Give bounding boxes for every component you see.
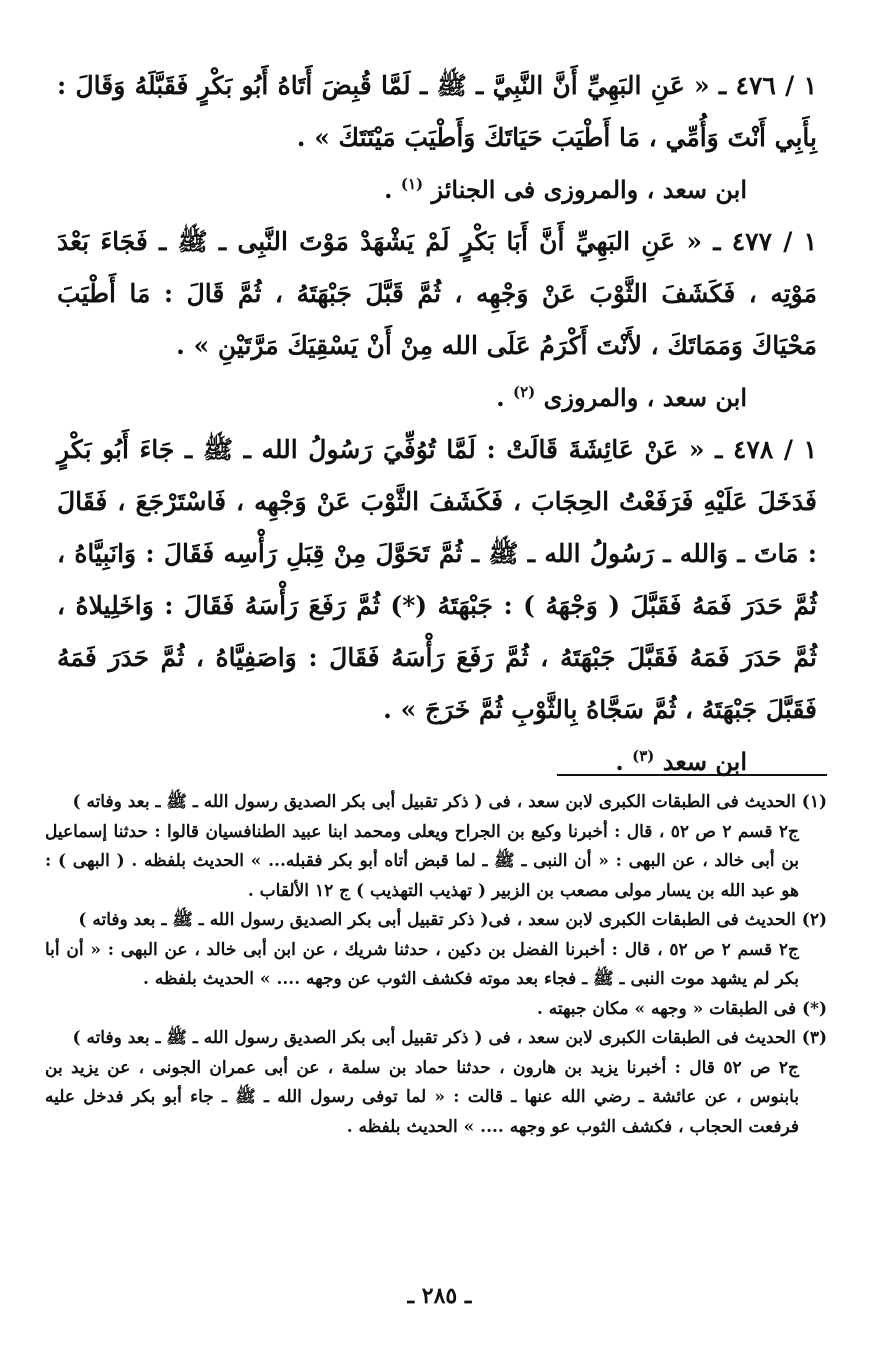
footnote-2 bbox=[45, 906, 827, 995]
hadith-476-source bbox=[57, 164, 817, 216]
source-period: . bbox=[615, 747, 624, 776]
hadith-478: ١ / ٤٧٨ ـ « عَنْ عَائِشَةَ قَالَتْ : لَمَّا تُوُفِّيَ رَسُولُ الله ـ ﷺ ـ جَاءَ أَبُو بَكْرٍ فَدَخَلَ عَلَيْهِ فَرَفَعْتُ الحِجَابَ ، فَكَشَفَ الثَّوْبَ عَنْ وَجْهِه ، فَاسْتَرْجَعَ ، فَقَالَ : مَاتَ ـ وَالله ـ رَسُولُ الله ـ ﷺ ـ ثُمَّ تَحَوَّلَ مِنْ قِبَلِ رَأْسِه فَقَالَ : وَانَبِيَّاهُ ، ثُمَّ حَدَرَ فَمَهُ فَقَبَّلَ ( وَجْهَهُ ) : جَبْهَتَهُ (*) ثُمَّ رَفَعَ رَأْسَهُ فَقَالَ : وَاخَلِيلاهُ ، ثُمَّ حَدَرَ فَمَهُ فَقَبَّلَ جَبْهَتَهُ ، ثُمَّ رَفَعَ رَأْسَهُ فَقَالَ : وَاصَفِيَّاهُ ، ثُمَّ حَدَرَ فَمَهُ فَقَبَّلَ جَبْهَتَهُ ، ثُمَّ سَجَّاهُ بِالثَّوْبِ ثُمَّ خَرَجَ » . bbox=[57, 435, 817, 724]
main-text bbox=[57, 60, 817, 788]
footnote-head: (٢) الحديث فى الطبقات الكبرى لابن سعد ، فى( ذكر تقبيل أبى بكر الصديق رسول الله ـ ﷺ ـ بعد وفاته ) bbox=[78, 910, 827, 930]
page-number: ـ ٢٨٥ ـ bbox=[407, 1283, 472, 1309]
source-text: ابن سعد ، والمروزى bbox=[543, 383, 747, 412]
source-period: . bbox=[496, 383, 505, 412]
footnote-head: (*) فى الطبقات « وجهه » مكان جبهته . bbox=[536, 998, 827, 1019]
footnote-divider bbox=[557, 774, 827, 776]
footnote-3 bbox=[45, 1024, 827, 1142]
source-period: . bbox=[384, 175, 393, 204]
hadith-478-source bbox=[57, 736, 817, 788]
footnote-ref: (٣) bbox=[632, 747, 655, 765]
footnote-body: ج٢ ص ٥٢ قال : أخبرنا يزيد بن هارون ، حدثنا حماد بن سلمة ، عن أبى عمران الجونى ، عن يزيد بن بابنوس ، عن عائشة ـ رضي الله عنها ـ قالت : « لما توفى رسول الله ـ ﷺ ـ جاء أبو بكر فدخل عليه فرفعت الحجاب ، فكشف الثوب عو وجهه .... » الحديث بلفظه . bbox=[45, 1057, 800, 1137]
footnotes bbox=[45, 788, 827, 1142]
hadith-477: ١ / ٤٧٧ ـ « عَنِ البَهِيِّ أَنَّ أَبَا بَكْرٍ لَمْ يَشْهَدْ مَوْتَ النَّبِى ـ ﷺ ـ فَجَاءَ بَعْدَ مَوْتِه ، فَكَشَفَ الثَّوْبَ عَنْ وَجْهِه ، ثُمَّ قَبَّلَ جَبْهَتَهُ ، ثُمَّ قَالَ : مَا أَطْيَبَ مَحْيَاكَ وَمَمَاتَكَ ، لأَنْتَ أَكْرَمُ عَلَى الله مِنْ أَنْ يَسْقِيَكَ مَرَّتَيْنِ » . bbox=[57, 227, 817, 360]
footnote-head: (٣) الحديث فى الطبقات الكبرى لابن سعد ، فى ( ذكر تقبيل أبى بكر الصديق رسول الله ـ ﷺ ـ بعد وفاته ) bbox=[72, 1028, 827, 1048]
footnote-ref: (١) bbox=[400, 175, 424, 193]
footnote-ref: (٢) bbox=[512, 383, 536, 401]
footnote-body: ج٢ قسم ٢ ص ٥٢ ، قال : أخبرنا الفضل بن دكين ، حدثنا شريك ، عن ابن أبى خالد ، عن البهى : « أن أبا بكر لم يشهد موت النبى ـ ﷺ ـ فجاء بعد موته فكشف الثوب عن وجهه .... » الحديث بلفظه . bbox=[45, 939, 799, 989]
source-text: ابن سعد bbox=[662, 747, 747, 776]
source-text: ابن سعد ، والمروزى فى الجنائز bbox=[431, 175, 747, 204]
footnote-body: ج٢ قسم ٢ ص ٥٢ ، قال : أخبرنا وكيع بن الجراح ويعلى ومحمد ابنا عبيد الطنافسيان قالوا : حدثنا إسماعيل بن أبى خالد ، عن البهى : « أن النبى ـ ﷺ ـ لما قبض أتاه أبو بكر فقبله... » الحديث بلفظه . ( البهى ) : هو عبد الله بن يسار مولى مصعب بن الزبير ( تهذيب التهذيب ) ج ١٢ الألقاب . bbox=[45, 821, 799, 901]
hadith-477-source bbox=[57, 372, 817, 424]
footnote-head: (١) الحديث فى الطبقات الكبرى لابن سعد ، فى ( ذكر تقبيل أبى بكر الصديق رسول الله ـ ﷺ ـ بعد وفاته ) bbox=[72, 792, 827, 812]
footnote-1 bbox=[45, 788, 827, 906]
footnote-star bbox=[45, 995, 827, 1025]
hadith-476: ١ / ٤٧٦ ـ « عَنِ البَهِيِّ أَنَّ النَّبِيَّ ـ ﷺ ـ لَمَّا قُبِضَ أَتَاهُ أَبُو بَكْرٍ فَقَبَّلَهُ وَقَالَ : بِأَبِي أَنْتَ وَأُمِّي ، مَا أَطْيَبَ حَيَاتَكَ وَأَطْيَبَ مَيْتَتَكَ » . bbox=[57, 71, 817, 152]
